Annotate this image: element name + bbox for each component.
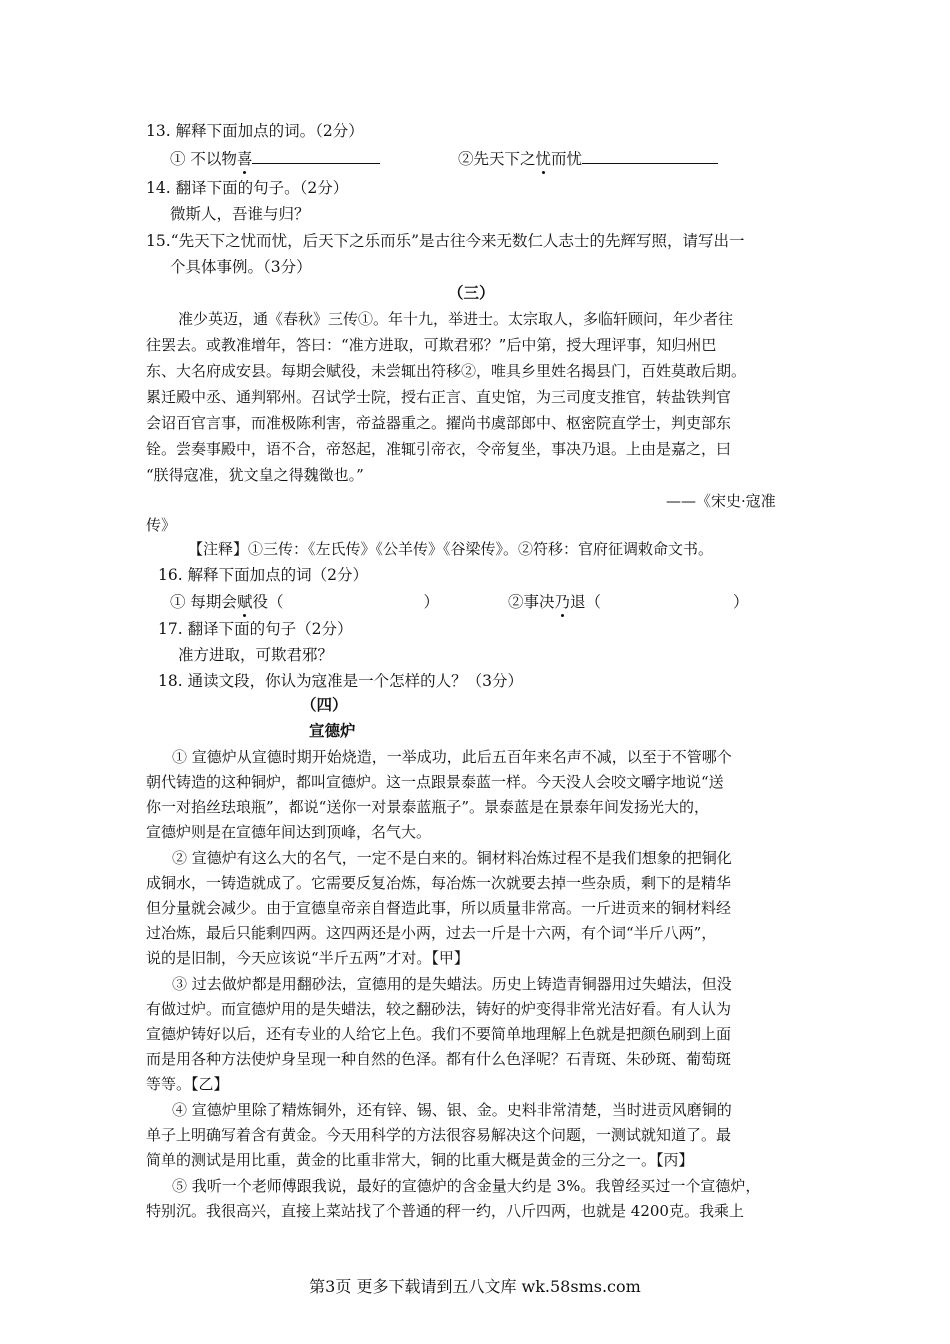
article-line: ⑤ 我听一个老师傅跟我说，最好的宣德炉的含金量大约是 3%。我曾经买过一个宣德炉， [172, 1177, 761, 1195]
q17-title: 17. 翻译下面的句子（2分） [158, 620, 353, 638]
q13-item-1: ① 不以物喜 [170, 147, 380, 171]
article-line: 单子上明确写着含有黄金。今天用科学的方法很容易解决这个问题，一测试就知道了。最 [146, 1126, 732, 1144]
q15-line-1: 15.“先天下之忧而忧，后天下之乐而乐”是古往今来无数仁人志士的先辉写照，请写出一 [146, 232, 745, 250]
q14-sentence: 微斯人，吾谁与归？ [170, 205, 310, 223]
q14-title: 14. 翻译下面的句子。（2分） [146, 179, 349, 197]
passage-3-line: 准少英迈，通《春秋》三传①。年十九，举进士。太宗取人，多临轩顾问，年少者往 [178, 310, 734, 328]
article-line: 宣德炉铸好以后，还有专业的人给它上色。我们不要简单地理解上色就是把颜色刷到上面 [146, 1025, 732, 1043]
emphasis-dot-word: 赋 [236, 593, 253, 611]
page-footer: 第3页 更多下载请到五八文库 wk.58sms.com [309, 1277, 641, 1296]
article-line: 说的是旧制，今天应该说“半斤五两”才对。【甲】 [146, 949, 469, 967]
emphasis-dot-word: 忧 [535, 150, 552, 168]
passage-3-source: ——《宋史·寇准 [666, 492, 776, 510]
passage-3-source-cont: 传》 [146, 516, 177, 534]
article-line: 而是用各种方法使炉身呈现一种自然的色泽。都有什么色泽呢？石青斑、朱砂斑、葡萄斑 [146, 1050, 732, 1068]
q13-item-2: ②先天下之忧而忧 [458, 147, 718, 171]
answer-blank[interactable] [252, 147, 380, 164]
passage-3-line: 累迁殿中丞、通判郓州。召试学士院，授右正言、直史馆，为三司度支推官，转盐铁判官 [146, 388, 732, 406]
passage-3-line: 会诏百官言事，而准极陈利害，帝益器重之。擢尚书虞部郎中、枢密院直学士，判吏部东 [146, 414, 732, 432]
article-line: 但分量就会减少。由于宣德皇帝亲自督造此事，所以质量非常高。一斤进贡来的铜材料经 [146, 899, 732, 917]
section-4-heading: （四） [301, 695, 348, 714]
article-line: 过冶炼，最后只能剩四两。这四两还是小两，过去一斤是十六两，有个词“半斤八两”， [146, 924, 717, 942]
article-line: 宣德炉则是在宣德年间达到顶峰，名气大。 [146, 823, 432, 841]
q15-line-2: 个具体事例。（3分） [170, 258, 312, 276]
q16-item-2: ②事决乃退（ ） [508, 593, 749, 611]
article-line: 朝代铸造的这种铜炉，都叫宣德炉。这一点跟景泰蓝一样。今天没人会咬文嚼字地说“送 [146, 773, 724, 791]
article-line: 成铜水，一铸造就成了。它需要反复冶炼，每冶炼一次就要去掉一些杂质，剩下的是精华 [146, 874, 732, 892]
passage-3-line: 东、大名府成安县。每期会赋役，未尝辄出符移②，唯具乡里姓名揭县门，百姓莫敢后期。 [146, 362, 747, 380]
article-line: ③ 过去做炉都是用翻砂法，宣德用的是失蜡法。历史上铸造青铜器用过失蜡法，但没 [172, 975, 732, 993]
passage-3-line: “朕得寇准，犹文皇之得魏徵也。” [146, 466, 364, 484]
q18-title: 18. 通读文段，你认为寇准是一个怎样的人？（3分） [158, 672, 523, 690]
passage-3-line: 铨。尝奏事殿中，语不合，帝怒起，准辄引帝衣，令帝复坐，事决乃退。上由是嘉之，曰 [146, 440, 732, 458]
passage-3-line: 往罢去。或教准增年，答曰：“准方进取，可欺君邪？”后中第，授大理评事，知归州巴 [146, 336, 717, 354]
emphasis-dot-word: 喜 [236, 150, 253, 168]
answer-blank[interactable] [582, 147, 718, 164]
article-line: ① 宣德炉从宣德时期开始烧造，一举成功，此后五百年来名声不减，以至于不管哪个 [172, 748, 732, 766]
article-line: 等等。【乙】 [146, 1075, 229, 1093]
article-line: 有做过炉。而宣德炉用的是失蜡法，较之翻砂法，铸好的炉变得非常光洁好看。有人认为 [146, 1000, 732, 1018]
article-line: 特别沉。我很高兴，直接上菜站找了个普通的秤一约，八斤四两，也就是 4200克。我乘上 [146, 1202, 744, 1220]
q16-item-1: ① 每期会赋役（ ） [170, 593, 439, 611]
article-line: ④ 宣德炉里除了精炼铜外，还有锌、锡、银、金。史料非常清楚，当时进贡风磨铜的 [172, 1101, 732, 1119]
emphasis-dot-word: 乃 [554, 593, 571, 611]
q16-title: 16. 解释下面加点的词（2分） [158, 566, 368, 584]
section-3-heading: （三） [448, 283, 495, 302]
passage-3-note: 【注释】①三传：《左氏传》《公羊传》《谷梁传》。②符移：官府征调敕命文书。 [188, 540, 714, 558]
article-line: ② 宣德炉有这么大的名气，一定不是白来的。铜材料冶炼过程不是我们想象的把铜化 [172, 849, 732, 867]
article-line: 你一对掐丝珐琅瓶”，都说“送你一对景泰蓝瓶子”。景泰蓝是在景泰年间发扬光大的， [146, 798, 710, 816]
q17-sentence: 准方进取，可欺君邪？ [178, 646, 334, 664]
q13-title: 13. 解释下面加点的词。（2分） [146, 122, 364, 140]
article-line: 简单的测试是用比重，黄金的比重非常大，铜的比重大概是黄金的三分之一。【丙】 [146, 1151, 694, 1169]
article-title: 宣德炉 [309, 722, 356, 740]
